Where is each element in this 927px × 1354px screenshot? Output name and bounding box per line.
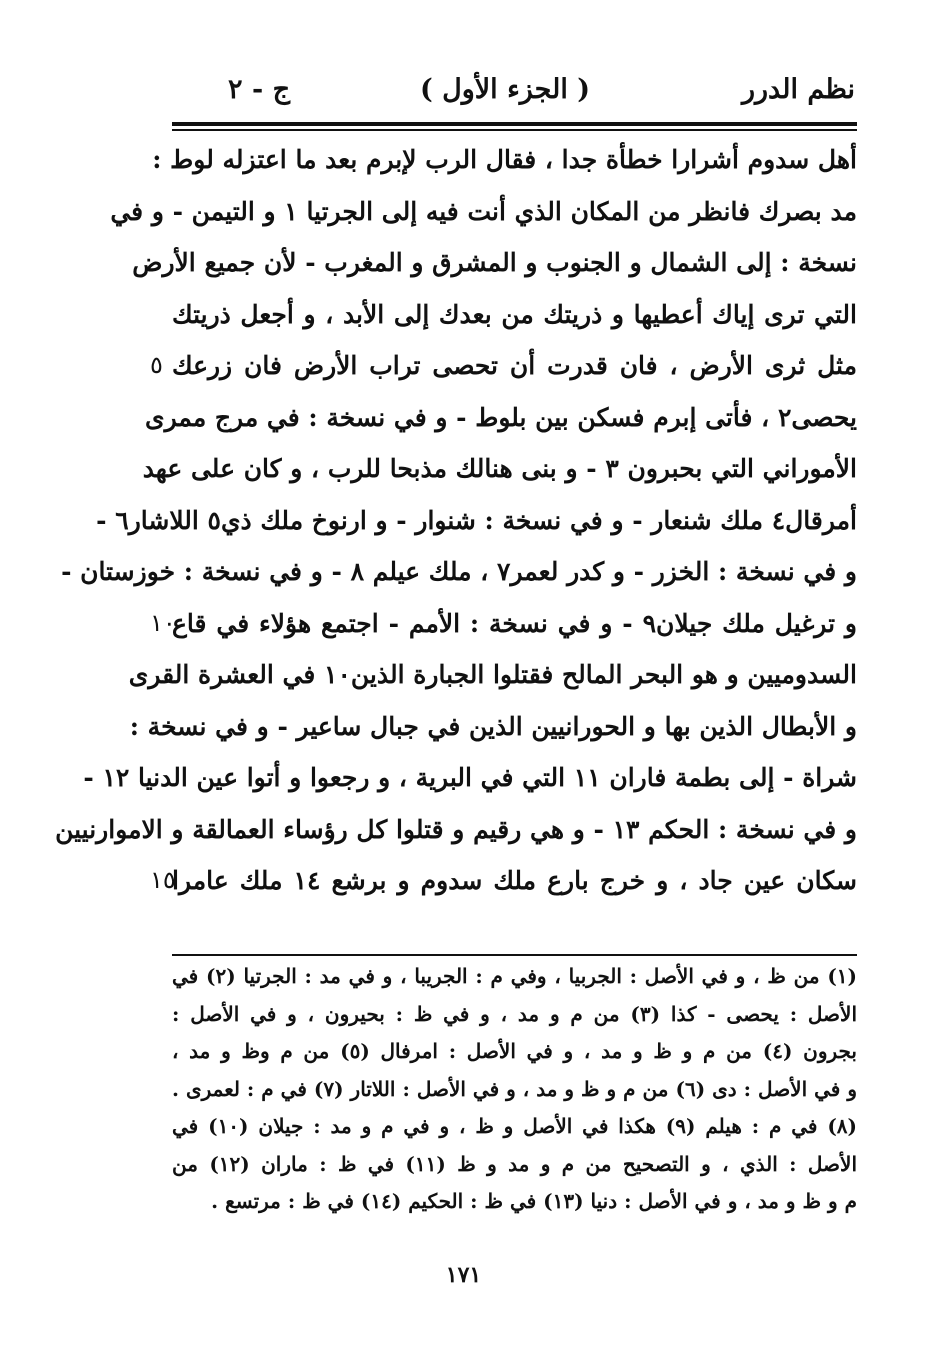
footnote-line: (١) من ظ ، و في الأصل : الجربيا ، وفي م : الجريبا ، و في مد : الجرتيا (٢) في (172, 964, 857, 988)
line-number: ١٠ (150, 608, 176, 637)
footnote-line: م و ظ و مد ، و في الأصل : دنيا (١٣) في ظ : الحكيم (١٤) في ظ : مرتسع . (211, 1189, 857, 1213)
text-line-content: أهل سدوم أشرارا خطأة جدا ، فقال الرب لإبرم بعد ما اعتزله لوط : (152, 145, 857, 174)
header-rule-thin (172, 129, 857, 131)
line-number: ٥ (150, 351, 163, 379)
text-line (61, 546, 857, 598)
footnote-line: بجرون (٤) من م و ظ و مد ، و في الأصل : امرفال (٥) من م وظ و مد ، (172, 1039, 857, 1063)
main-text (55, 134, 858, 907)
running-head (170, 70, 855, 114)
text-line (96, 495, 857, 547)
text-line (150, 340, 857, 392)
text-line-content: نسخة : إلى الشمال و الجنوب و المشرق و المغرب - لأن جميع الأرض (132, 248, 857, 277)
part-title: ( الجزء الأول ) (419, 74, 590, 105)
text-line (110, 186, 857, 238)
volume-number: ج - ٢ (228, 74, 290, 105)
text-line-content: مثل ثرى الأرض ، فان قدرت أن تحصى تراب الأرض فان زرعك (172, 351, 857, 380)
text-line (150, 289, 857, 341)
footnote-line: الأصل : يحصى - كذا (٣) من م و مد ، و في ظ : بحيرون ، و في الأصل : (172, 1001, 858, 1026)
text-line-content: مد بصرك فانظر من المكان الذي أنت فيه إلى الجرتيا ١ و التيمن - و في (110, 196, 857, 226)
text-line (83, 752, 857, 804)
text-line-content: السدوميين و هو البحر المالح فقتلوا الجبارة الذين١٠ في العشرة القرى (128, 660, 857, 689)
text-line-content: و الأبطال الذين بها و الحورانيين الذين في جبال ساعير - و في نسخة : (129, 711, 857, 741)
footnote-rule (172, 954, 857, 956)
text-line (55, 804, 857, 856)
text-line-content: أمرقال٤ ملك شنعار - و في نسخة : شنوار - و ارنوخ ملك ذي٥ اللاشار٦ - (96, 505, 857, 535)
footnote-line: (٨) في م : هيلم (٩) هكذا في الأصل و ظ ، و في م و مد : جيلان (١٠) في (172, 1114, 858, 1138)
text-line-content: و ترغيل ملك جيلان٩ - و في نسخة : الأمم - اجتمع هؤلاء في قاع (172, 608, 858, 638)
text-line-content: و في نسخة : الحكم ١٣ - و هي رقيم و قتلوا كل رؤساء العمالقة و الاموارنيين (55, 814, 857, 844)
text-line (142, 443, 857, 495)
text-line-content: سكان عين جاد ، و خرج بارع ملك سدوم و برشع ١٤ ملك عامرا (172, 866, 857, 895)
text-line-content: التي ترى إياك أعطيها و ذريتك من بعدك إلى الأبد ، و أجعل ذريتك (172, 299, 857, 329)
text-line-content: و في نسخة : الخزر - و كدر لعمر٧ ، ملك عيلم ٨ - و في نسخة : خوزستان - (61, 557, 857, 586)
header-rule-thick (172, 122, 857, 126)
text-line-content: شراة - إلى بطمة فاران ١١ التي في البرية ، و رجعوا و أتوا عين الدنيا ١٢ - (83, 763, 857, 792)
text-line (129, 701, 857, 753)
footnote-line: و في الأصل : دى (٦) من م و ظ و مد ، و في الأصل : اللاتار (٧) في م : لعمرى . (172, 1076, 858, 1101)
text-line (128, 649, 857, 701)
text-line-content: يحصى٢ ، فأتى إبرم فسكن بين بلوط - و في نسخة : في مرج ممرى (145, 402, 857, 432)
page-number: ١٧١ (445, 1262, 482, 1288)
text-line (150, 598, 857, 650)
footnotes (172, 958, 857, 1221)
footnote-line: الأصل : الذي ، و التصحيح من م و مد و ظ (١١) في ظ : ماران (١٢) من (172, 1151, 857, 1176)
text-line (132, 237, 857, 289)
line-number: ١٥ (150, 866, 176, 894)
book-title: نظم الدرر (741, 74, 855, 105)
text-line (150, 855, 857, 907)
text-line (145, 392, 857, 444)
text-line-content: الأموراني التي بحبرون ٣ - و بنى هنالك مذبحا للرب ، و كان على عهد (142, 454, 857, 483)
text-line (150, 134, 857, 186)
